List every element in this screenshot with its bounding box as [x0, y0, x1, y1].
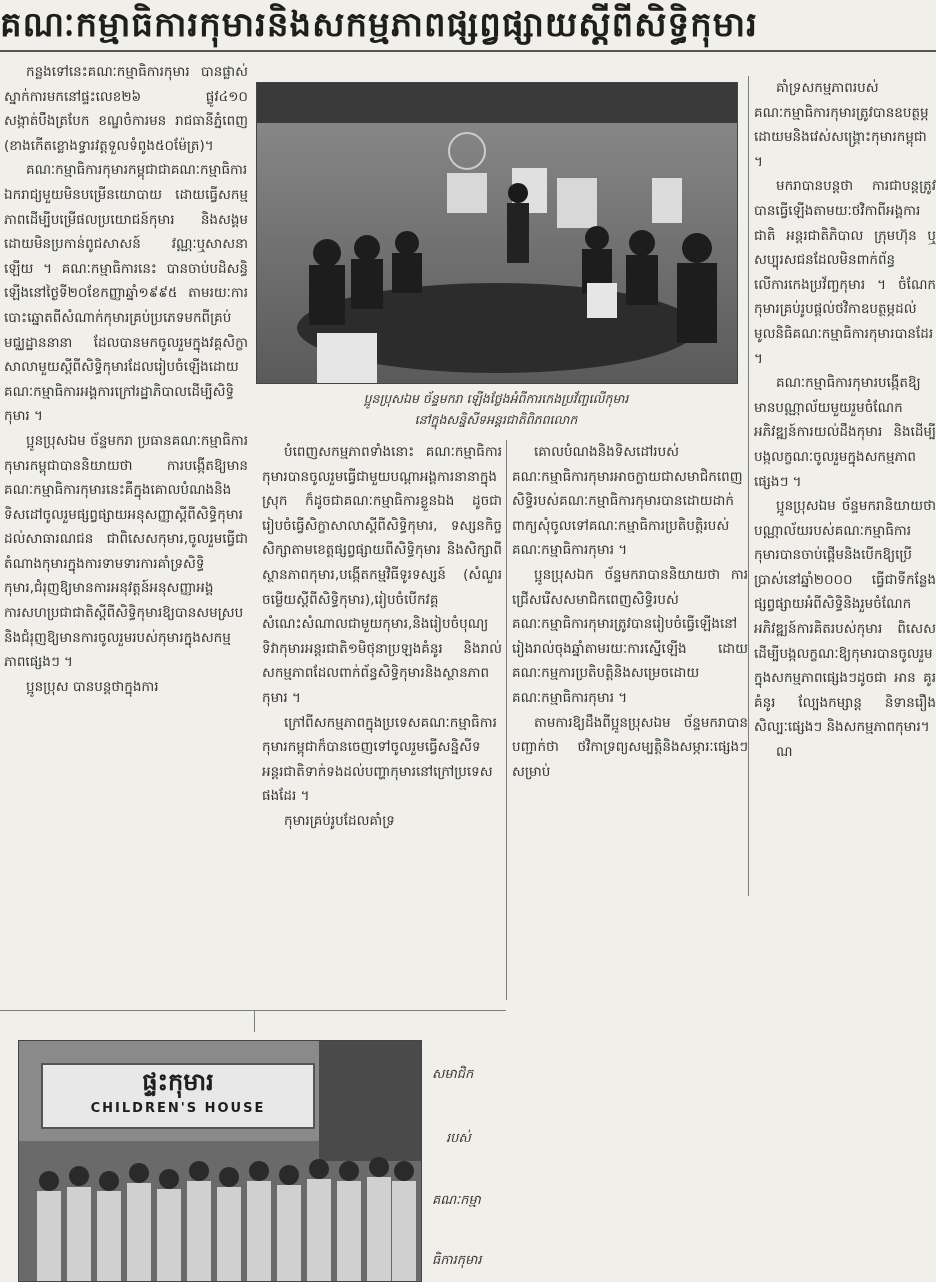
article-column-2: [262, 440, 502, 1010]
column-1-paragraph-4: ប្អូនប្រុស បានបន្តថាក្នុងការ: [26, 678, 159, 695]
article-column-1: [4, 60, 248, 990]
column-4-paragraph-5: ណ: [776, 744, 793, 761]
column-divider: [254, 1010, 255, 1032]
caption-line-2: នៅក្នុងសន្និសីទអន្តរជាតិពិភពលោក: [414, 412, 578, 427]
section-divider: [0, 1010, 506, 1011]
column-2-paragraph-3: កុមារគ្រប់រូបដែលគាំទ្រ: [284, 812, 395, 829]
column-2-paragraph-2: ក្រៅពីសកម្មភាពក្នុងប្រទេសគណៈកម្មាធិការកុមារកម្ពុជាក៏បានចេញទៅចូលរួមធ្វើសន្និសីទអន្តរជាតិទាក់ទងដល់បញ្ហាកុមារនៅក្រៅប្រទេសផងដែរ ។: [262, 714, 497, 805]
childrens-house-photo: [18, 1040, 422, 1282]
column-2-paragraph-1: បំពេញសកម្មភាពទាំងនោះ គណៈកម្មាធិការកុមារបានចូលរួមធ្វើជាមួយបណ្តាអង្គការនានាក្នុងស្រុក ក៏ដូចជាគណៈកម្មាធិការខ្លួនឯង ដូចជារៀបចំធ្វើសិក្ខាសាលាស្តីពីសិទ្ធិកុមារ, ទស្សនកិច្ចសិក្សាតាមខេត្តផ្សព្វផ្សាយពីសិទ្ធិកុមារ និងសិក្សាពីស្ថានភាពកុមារ,បង្កើតកម្មវិធីទូរទស្សន៍ (សំណួរចម្លើយស្តីពីសិទ្ធិកុមារ),រៀបចំបើកវគ្គសំណេះសំណាលជាមួយកុមារ,និងរៀបចំបុណ្យទិវាកុមារអន្តរជាតិ១មិថុនាប្រឡងគំនូរ និងរាល់សកម្មភាពដែលពាក់ព័ន្ធសិទ្ធិកុមារនិងស្ថានភាពកុមារ ។: [262, 444, 502, 706]
photo-side-caption-4: ធិការកុមារ: [432, 1253, 482, 1268]
column-3-paragraph-3: តាមការឱ្យដឹងពីប្អូនប្រុសឯម ច័ន្ទមករាបានបញ្ជាក់ថា ថវិកាទ្រព្យសម្បត្តិនិងសម្ភារៈផ្សេងៗសម្រាប់: [512, 714, 748, 780]
sign-english-text: CHILDREN'S HOUSE: [90, 1101, 266, 1116]
column-4-paragraph-3: គណៈកម្មាធិការកុមារបង្កើតឱ្យមានបណ្ណាល័យមួយរួមចំណែកអភិវឌ្ឍន៍ការយល់ដឹងកុមារ និងដើម្បីបង្កលក្ខណៈចូលរួមក្នុងសកម្មភាពផ្សេងៗ ។: [754, 375, 936, 490]
article-column-3: [512, 440, 748, 900]
column-3-paragraph-1: គោលបំណងនិងទិសដៅរបស់គណៈកម្មាធិការកុមារអាចក្លាយជាសមាជិកពេញសិទ្ធិរបស់គណៈកម្មាធិការកុមារបានដោយដាក់ពាក្យសុំចូលទៅគណៈកម្មាធិការប្រតិបត្តិរបស់គណៈកម្មាធិការកុមារ ។: [512, 444, 743, 559]
conference-photo-image: [257, 83, 737, 383]
photo-side-caption-2: របស់: [446, 1131, 471, 1146]
column-1-paragraph-3: ប្អូនប្រុសឯម ច័ន្ទមករា ប្រធានគណៈកម្មាធិការកុមារកម្ពុជាបាននិយាយថា ការបង្កើតឱ្យមានគណៈកម្មាធិការកុមារនេះគឺក្នុងគោលបំណងនិងទិសដៅចូលរួមផ្សព្វផ្សាយអនុសញ្ញាស្តីពីសិទ្ធិកុមារដល់សាធារណជន ជាពិសេសកុមារ,ចូលរួមធ្វើជាតំណាងកុមារក្នុងការទាមទារការគាំទ្រសិទ្ធិកុមារ,ជំរុញឱ្យមានការអនុវត្តន៍អនុសញ្ញាអង្គការសហប្រជាជាតិស្តីពីសិទ្ធិកុមារឱ្យបានសមស្របនិងជំរុញឱ្យមានការចូលរួមរបស់កុមារក្នុងសកម្មភាពផ្សេងៗ ។: [4, 432, 248, 671]
column-1-paragraph-1: កន្លងទៅនេះគណៈកម្មាធិការកុមារ បានផ្លាស់ស្នាក់ការមកនៅផ្ទះលេខ២៦ ផ្លូវ៤១០ សង្កាត់បឹងត្របែក ខណ្ឌចំការមន រាជធានីភ្នំពេញ (ខាងកើតខ្លោងទ្វារវត្តទួលទំពូង៥០ម៉ែត្រ)។: [4, 64, 248, 154]
column-4-paragraph-4: ប្អូនប្រុសឯម ច័ន្ទមករានិយាយថា បណ្ណាល័យរបស់គណៈកម្មាធិការកុមារបានចាប់ផ្តើមនិងបើកឱ្យប្រើប្រាស់នៅឆ្នាំ២០០០ ធ្វើជាទីកន្លែងផ្សព្វផ្សាយអំពីសិទ្ធិនិងរួមចំណែកអភិវឌ្ឍន៍ការគិតរបស់កុមារ ពិសេសដើម្បីបង្កលក្ខណៈឱ្យកុមារបានចូលរួមក្នុងសកម្មភាពផ្សេងៗដូចជា អាន គូរគំនូរ ល្បែងកម្សាន្ត និទានរឿង សិល្បៈផ្សេងៗ និងសកម្មភាពកុមារ។: [754, 498, 936, 736]
column-4-paragraph-1: គាំទ្រសកម្មភាពរបស់គណៈកម្មាធិការកុមារត្រូវបានឧបត្ថម្ភដោយមនិងវេស់សង្គ្រោះកុមារកម្ពុជា ។: [754, 80, 929, 170]
caption-line-1: ប្អូនប្រុសឯម ច័ន្ទមករា ឡើងថ្លែងអំពីការកេងប្រវ័ញ្ចលើកុមារ: [363, 391, 629, 406]
conference-photo: [256, 82, 738, 384]
column-1-paragraph-2: គណៈកម្មាធិការកុមារកម្ពុជាជាគណៈកម្មាធិការឯករាជ្យមួយមិនបម្រើនយោបាយ ដោយធ្វើសកម្មភាពដើម្បីបម្រើផលប្រយោជន៍កុមារ និងសង្គម ដោយមិនប្រកាន់ពូជសាសន៍ វណ្ណៈឬសាសនាឡើយ ។ គណៈកម្មាធិការនេះ បានចាប់បដិសន្ធិឡើងនៅថ្ងៃទី២០ខែកញ្ញាឆ្នាំ១៩៩៥ តាមរយៈការបោះឆ្នោតពីសំណាក់កុមារគ្រប់ប្រភេទមកពីគ្រប់មជ្ឈដ្ឋាននានា ដែលបានមកចូលរួមក្នុងវគ្គសិក្ខាសាលាមួយស្តីពីសិទ្ធិកុមារដែលរៀបចំឡើងដោយគណៈកម្មាធិការអង្គការក្រៅរដ្ឋាភិបាលដើម្បីសិទ្ធិកុមារ ។: [4, 162, 248, 425]
column-4-paragraph-2: មករាបានបន្តថា ការជាបន្តត្រូវបានធ្វើឡើងតាមយៈថវិកាពីអង្គការជាតិ អន្តរជាតិភិបាល ក្រុមហ៊ុន ឬសប្បុរសជនដែលមិនពាក់ព័ន្ធលើការកេងប្រវ័ញ្ចកុមារ ។ ចំណែកកុមារគ្រប់រូបផ្តល់ថវិកាឧបត្ថម្ភដល់មូលនិធិគណៈកម្មាធិការកុមារបានដែរ ។: [754, 178, 936, 367]
conference-photo-caption: [256, 388, 736, 430]
column-divider: [748, 76, 749, 896]
column-divider: [506, 440, 507, 1000]
article-column-4: [754, 76, 936, 896]
photo-side-caption-3: គណៈកម្មា: [432, 1193, 481, 1208]
childrens-house-sign: [41, 1063, 315, 1129]
sign-khmer-text: ផ្ទះកុមារ: [142, 1068, 214, 1096]
column-3-paragraph-2: ប្អូនប្រុសឯក ច័ន្ទមករាបាននិយាយថា ការជ្រើសរើសសមាជិកពេញសិទ្ធិរបស់គណៈកម្មាធិការកុមារត្រូវបានរៀបចំធ្វើឡើងនៅរៀងរាល់ចុងឆ្នាំតាមរយៈការស្នើឡើង ដោយគណៈកម្មការប្រតិបត្តិនិងសម្រេចដោយគណៈកម្មាធិការកុមារ ។: [512, 566, 748, 706]
article-headline: គណៈកម្មាធិការកុមារនិងសកម្មភាពផ្សព្វផ្សាយស្តីពីសិទ្ធិកុមារ: [0, 0, 936, 52]
photo-side-caption-1: សមាជិក: [432, 1067, 474, 1082]
